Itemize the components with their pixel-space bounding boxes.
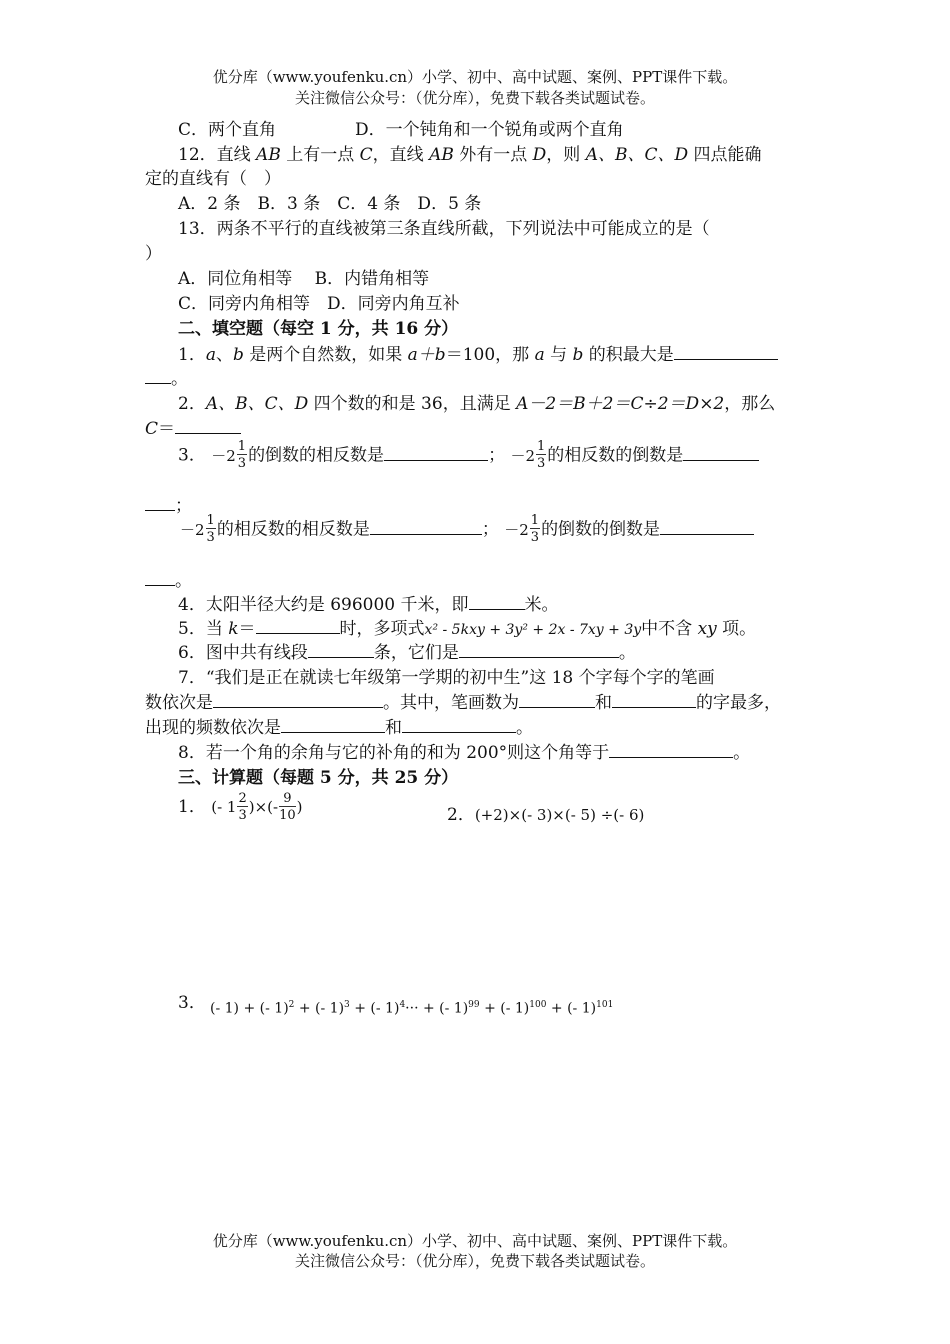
answer-blank[interactable] [402,718,516,733]
fill-1: 1．a、b 是两个自然数，如果 a＋b＝100，那 a 与 b 的积最大是 [178,340,778,365]
q12-stem: 12．直线 AB 上有一点 C，直线 AB 外有一点 D，则 A、B、C、D 四点能确 [178,145,762,165]
q13-stem: 13．两条不平行的直线被第三条直线所截，下列说法中可能成立的是（ [178,219,710,239]
q11-option-d: D．一个钝角和一个锐角或两个直角 [355,120,624,140]
answer-blank[interactable] [256,619,340,634]
q12-stem-line-2: 定的直线有（ ） [145,169,281,189]
q13-options-ab: A．同位角相等 B．内错角相等 [178,269,430,289]
answer-blank[interactable] [683,446,759,461]
footer-line-2: 关注微信公众号：（优分库），免费下载各类试题试卷。 [294,1252,655,1270]
answer-blank[interactable] [609,743,733,758]
calc-3-label: 3． [178,993,206,1013]
fill-4: 4．太阳半径大约是 696000 千米，即 米。 [178,595,559,615]
fill-7-line-3: 出现的频数依次是 和 。 [145,718,533,738]
answer-blank[interactable] [213,693,383,708]
answer-blank[interactable] [281,718,385,733]
q13-stem-close: ） [145,244,162,264]
header-line-1: 优分库（www.youfenku.cn）小学、初中、高中试题、案例、PPT课件下载。 [212,68,738,86]
section-2-title: 二、填空题（每空 1 分，共 16 分） [178,319,459,339]
answer-blank[interactable] [145,571,175,586]
answer-blank[interactable] [175,419,241,434]
fill-3-end: 。 [145,566,192,591]
calc-2: 2．(+2)×(- 3)×(- 5) ÷(- 6) [447,805,645,825]
q11-option-c: C．两个直角 [178,120,277,140]
fill-3-cont: ； [145,491,192,516]
answer-blank[interactable] [308,643,374,658]
fill-2: 2．A、B、C、D 四个数的和是 36，且满足 A－2＝B＋2＝C÷2＝D×2，那么 [178,394,776,414]
fill-5: 5．当 k＝ 时，多项式x² - 5kxy + 3y² + 2x - 7xy + 3y中不含 xy 项。 [178,619,757,639]
calc-3-expr: (- 1) + (- 1)$^2$ + (- 1)$^3$ + (- 1)$^4$··· + (- 1)$^{99}$ + (- 1)$^{100}$ + (- 1)$^{101}$ [210,1000,614,1017]
answer-blank[interactable] [145,496,175,511]
calc-1: 1． (- 1 $\frac{2}{3}$ )×(- $\frac{9}{10}$ ) [178,791,303,823]
fill-3-line-2: －2 $\frac{1}{3}$ 的相反数的相反数是 ； －2 $\frac{1}{3}$ 的倒数的倒数是 [180,514,754,544]
answer-blank[interactable] [612,693,696,708]
answer-blank[interactable] [145,369,171,384]
section-3-title: 三、计算题（每题 5 分，共 25 分） [178,768,459,788]
fill-6: 6．图中共有线段 条，它们是 。 [178,643,636,663]
answer-blank[interactable] [370,520,482,535]
fill-7-line-2: 数依次是 。其中，笔画数为 和 的字最多， [145,693,781,713]
answer-blank[interactable] [469,595,525,610]
fill-2-cont: C＝ [145,414,241,439]
footer-line-1: 优分库（www.youfenku.cn）小学、初中、高中试题、案例、PPT课件下载。 [212,1232,738,1250]
header-line-2: 关注微信公众号：（优分库），免费下载各类试题试卷。 [294,89,655,107]
answer-blank[interactable] [384,446,488,461]
answer-blank[interactable] [459,643,619,658]
answer-blank[interactable] [674,345,778,360]
answer-blank[interactable] [519,693,595,708]
q13-options-cd: C．同旁内角相等 D．同旁内角互补 [178,294,460,314]
fill-7: 7．“我们是正在就读七年级第一学期的初中生”这 18 个字每个字的笔画 [178,668,715,688]
fill-8: 8．若一个角的余角与它的补角的和为 200°则这个角等于 。 [178,743,751,763]
fill-1-cont: 。 [145,364,188,389]
answer-blank[interactable] [660,520,754,535]
fill-3: 3． －2 $\frac{1}{3}$ 的倒数的相反数是 ； －2 $\frac{1}{3}$ 的相反数的倒数是 [178,440,759,470]
q12-options: A．2 条 B．3 条 C．4 条 D．5 条 [178,194,482,214]
